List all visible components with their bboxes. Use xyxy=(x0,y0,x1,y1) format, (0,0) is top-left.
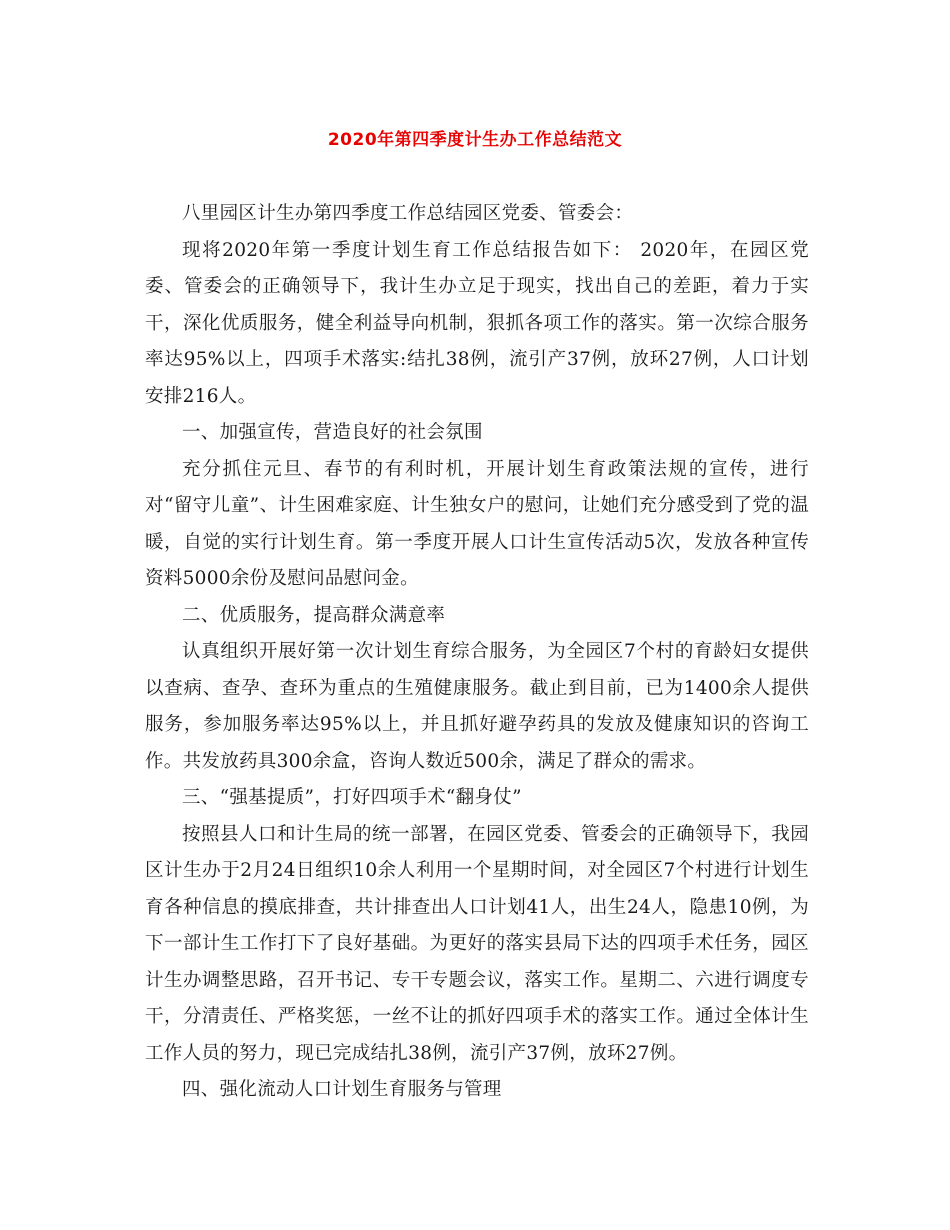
document-title: 2020年第四季度计生办工作总结范文 xyxy=(327,130,623,150)
paragraph-surgery: 按照县人口和计生局的统一部署，在园区党委、管委会的正确领导下，我园区计生办于2月24日组织10余人利用一个星期时间，对全园区7个村进行计划生育各种信息的摸底排查，共计排查出人口计划41人，出生24人，隐患10例，为下一部计生工作打下了良好基础。为更好的落实县局下达的四项手术任务，园区计生办调整思路，召开书记、专干专题会议，落实工作。星期二、六进行调度专干，分清责任、严格奖惩，一丝不让的抓好四项手术的落实工作。通过全体计生工作人员的努力，现已完成结扎38例，流引产37例，放环27例。 xyxy=(145,823,809,1064)
section-heading-4: 四、强化流动人口计划生育服务与管理 xyxy=(182,1079,502,1100)
paragraph-publicity: 充分抓住元旦、春节的有利时机，开展计划生育政策法规的宣传，进行对“留守儿童”、计生困难家庭、计生独女户的慰问，让她们充分感受到了党的温暖，自觉的实行计划生育。第一季度开展人口计生宣传活动5次，发放各种宣传资料5000余份及慰问品慰问金。 xyxy=(145,458,809,589)
section-heading-2: 二、优质服务，提高群众满意率 xyxy=(182,604,446,626)
document-body xyxy=(145,196,809,1109)
paragraph-salutation: 八里园区计生办第四季度工作总结园区党委、管委会： xyxy=(182,203,634,224)
section-heading-3: 三、“强基提质”，打好四项手术“翻身仗” xyxy=(182,787,522,808)
section-heading-1: 一、加强宣传，营造良好的社会氛围 xyxy=(182,422,483,443)
paragraph-service: 认真组织开展好第一次计划生育综合服务，为全园区7个村的育龄妇女提供以查病、查孕、查环为重点的生殖健康服务。截止到目前，已为1400余人提供服务，参加服务率达95%以上，并且抓好避孕药具的发放及健康知识的咨询工作。共发放药具300余盒，咨询人数近500余，满足了群众的需求。 xyxy=(145,641,809,772)
paragraph-summary: 现将2020年第一季度计划生育工作总结报告如下： 2020年，在园区党委、管委会的正确领导下，我计生办立足于现实，找出自己的差距，着力于实干，深化优质服务，健全利益导向机制，狠抓各项工作的落实。第一次综合服务率达95%以上，四项手术落实:结扎38例，流引产37例，放环27例，人口计划安排216人。 xyxy=(145,239,809,407)
